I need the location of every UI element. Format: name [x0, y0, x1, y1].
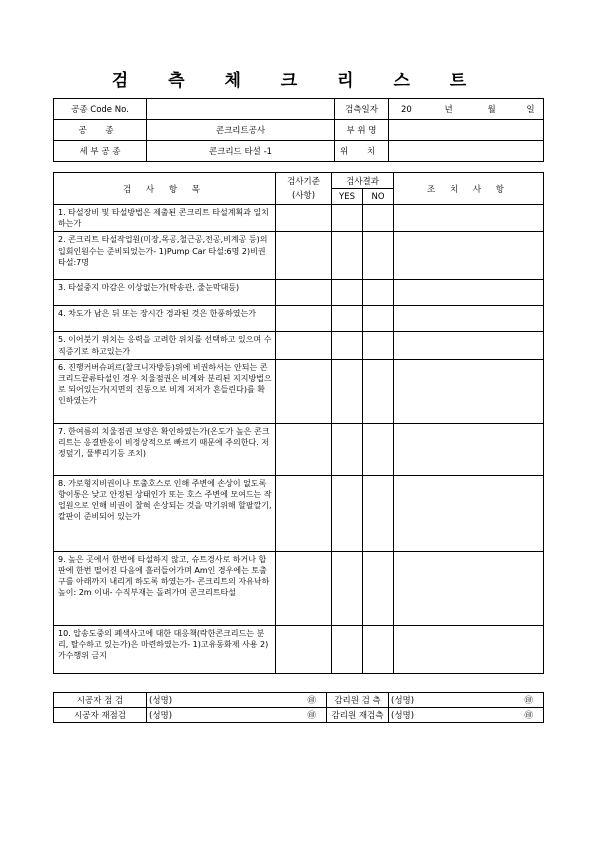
seal-icon: ㊞ — [307, 696, 316, 706]
yes-cell[interactable] — [332, 475, 363, 551]
date-label: 검측일자 — [335, 99, 389, 120]
checklist-item-4: 4. 차도가 남은 뒤 또는 장시간 경과된 것은 한풍하였는가 — [54, 306, 276, 332]
code-label: 공종 Code No. — [54, 99, 147, 120]
action-cell[interactable] — [394, 359, 544, 423]
yes-cell[interactable] — [332, 625, 363, 673]
standard-header-line1: 검사기준 — [287, 176, 320, 187]
checklist-item-7: 7. 한여름의 치울점권 보양은 확인하였는가(온도가 높은 콘크리트는 응결반응이 비정상적으로 빠르기 때문에 주의한다. 저정덮기, 물뿌리기등 조치) — [54, 423, 276, 475]
action-cell[interactable] — [394, 625, 544, 673]
no-cell[interactable] — [363, 332, 394, 359]
yes-cell[interactable] — [332, 232, 363, 280]
name-label: (성명) — [391, 711, 415, 721]
contractor-recheck-label: 시공자 재점검 — [54, 708, 147, 723]
date-year-unit: 년 — [444, 105, 453, 115]
contractor-check-label: 시공자 점 검 — [54, 693, 147, 708]
signature-table — [53, 692, 544, 723]
yes-cell[interactable] — [332, 423, 363, 475]
date-day-unit: 일 — [526, 105, 535, 115]
action-header: 조 치 사 항 — [394, 173, 544, 205]
checklist-item-8: 8. 가로형지비권이나 토출호스로 인해 주변에 손상이 없도록 향이통은 낮고 안정된 상태인가 또는 호스 주변에 모여드는 작업원으로 인해 비권이 찰혀 손상되는 것을 막기위해 할팔깔기, 칼판이 준비되어 있는가 — [54, 475, 276, 551]
checklist-item-2: 2. 콘크리트 타설작업원(미장,목공,철근공,전공,비계공 등)의 입회인원수는 준비되었는가- 1)Pump Car 타설:6명 2)비권타설:7명 — [54, 232, 276, 280]
action-cell[interactable] — [394, 551, 544, 625]
yes-cell[interactable] — [332, 359, 363, 423]
name-label: (성명) — [149, 696, 173, 706]
standard-cell[interactable] — [276, 205, 332, 232]
location-label: 위 치 — [335, 141, 389, 162]
supervisor-recheck-label: 감리원 재검측 — [327, 708, 389, 723]
no-cell[interactable] — [363, 205, 394, 232]
action-cell[interactable] — [394, 280, 544, 306]
name-label: (성명) — [391, 696, 415, 706]
yes-cell[interactable] — [332, 306, 363, 332]
no-cell[interactable] — [363, 423, 394, 475]
no-cell[interactable] — [363, 280, 394, 306]
no-cell[interactable] — [363, 306, 394, 332]
standard-cell[interactable] — [276, 306, 332, 332]
supervisor-recheck-signature[interactable] — [389, 708, 544, 723]
action-cell[interactable] — [394, 205, 544, 232]
detail-label: 세 부 공 종 — [54, 141, 147, 162]
no-cell[interactable] — [363, 551, 394, 625]
seal-icon: ㊞ — [524, 711, 533, 721]
action-cell[interactable] — [394, 332, 544, 359]
item-header: 검 사 항 목 — [54, 173, 276, 205]
detail-value[interactable]: 콘크리드 타설 -1 — [147, 141, 335, 162]
standard-cell[interactable] — [276, 423, 332, 475]
work-label: 공 종 — [54, 120, 147, 141]
location-value[interactable] — [389, 141, 544, 162]
supervisor-check-label: 감리원 검 측 — [327, 693, 389, 708]
page-title: 검 측 체 크 리 스 트 — [111, 71, 484, 91]
checklist-item-5: 5. 이어붓기 위치는 응력을 고려한 위치를 선택하고 있으며 수직증기로 하고있는가 — [54, 332, 276, 359]
no-cell[interactable] — [363, 359, 394, 423]
yes-cell[interactable] — [332, 332, 363, 359]
standard-cell[interactable] — [276, 359, 332, 423]
standard-cell[interactable] — [276, 475, 332, 551]
checklist-item-10: 10. 압송도중의 폐색사고에 대한 대응책(락한콘크리드는 분리, 탈수하고 있는가)은 마련하였는가- 1)고유동화제 사용 2)가수행위 금지 — [54, 625, 276, 673]
yes-cell[interactable] — [332, 280, 363, 306]
date-month-unit: 월 — [487, 105, 496, 115]
checklist-item-1: 1. 타설장비 및 타설방법은 제출된 콘크리트 타설계획과 일치하는가 — [54, 205, 276, 232]
standard-cell[interactable] — [276, 625, 332, 673]
yes-cell[interactable] — [332, 205, 363, 232]
action-cell[interactable] — [394, 475, 544, 551]
result-header: 검사결과 — [332, 173, 394, 189]
action-cell[interactable] — [394, 232, 544, 280]
checklist-item-6: 6. 진행커버슈퍼르(찰크니자방등)위에 비권하서는 안되는 콘크리드끝류타설인 경우 치울점권은 비계와 분리된 지지방법으로 되어있는가(지면의 진동으로 비계 저저가 흔들린다)를 확인하였는가 — [54, 359, 276, 423]
yes-cell[interactable] — [332, 551, 363, 625]
yes-header: YES — [332, 189, 363, 205]
part-label: 부 위 명 — [335, 120, 389, 141]
header-table — [53, 98, 544, 162]
no-cell[interactable] — [363, 232, 394, 280]
action-cell[interactable] — [394, 306, 544, 332]
standard-cell[interactable] — [276, 332, 332, 359]
work-value[interactable]: 콘크리트공사 — [147, 120, 335, 141]
contractor-recheck-signature[interactable] — [147, 708, 327, 723]
standard-cell[interactable] — [276, 280, 332, 306]
no-cell[interactable] — [363, 625, 394, 673]
name-label: (성명) — [149, 711, 173, 721]
date-year: 20 — [401, 105, 412, 115]
date-value[interactable] — [389, 99, 544, 120]
checklist-item-3: 3. 타설중지 마감은 이상없는가(탁송관, 줄눈막대등) — [54, 280, 276, 306]
no-cell[interactable] — [363, 475, 394, 551]
standard-cell[interactable] — [276, 232, 332, 280]
contractor-check-signature[interactable] — [147, 693, 327, 708]
part-value[interactable] — [389, 120, 544, 141]
code-value[interactable] — [147, 99, 335, 120]
no-header: NO — [363, 189, 394, 205]
standard-header — [276, 173, 332, 205]
action-cell[interactable] — [394, 423, 544, 475]
seal-icon: ㊞ — [524, 696, 533, 706]
standard-header-line2: (사항) — [291, 190, 316, 201]
standard-cell[interactable] — [276, 551, 332, 625]
checklist-table — [53, 172, 544, 674]
supervisor-check-signature[interactable] — [389, 693, 544, 708]
checklist-item-9: 9. 높은 곳에서 한번에 타설하지 않고, 슈트경사로 하거나 합판에 한번 떨어진 다음에 흘러들어가며 Am인 경우에는 토출구를 아래까지 내리게 하도록 하였는가- 콘크리트의 자유낙하 높이: 2m 이내- 수직부재는 돌려가며 콘크리트타설 — [54, 551, 276, 625]
seal-icon: ㊞ — [307, 711, 316, 721]
